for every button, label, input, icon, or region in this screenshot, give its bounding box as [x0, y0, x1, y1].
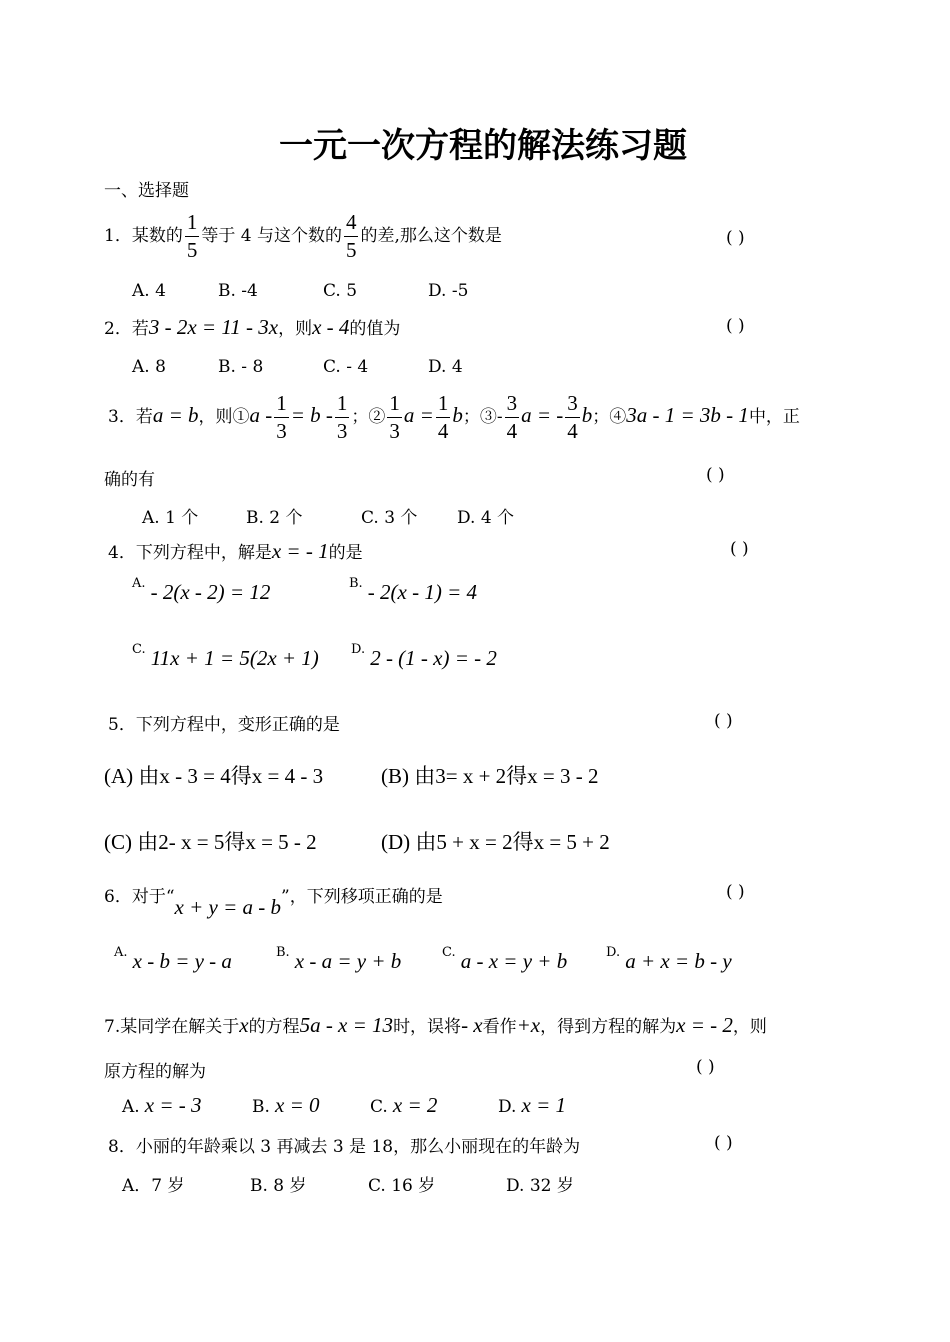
- q6-equation: x + y = a - b: [174, 895, 281, 919]
- q3-eq1-left: a -: [249, 403, 273, 427]
- q2-answer-blank[interactable]: ( ): [726, 316, 745, 336]
- q7-equation-d: x = 1: [521, 1093, 567, 1117]
- q6-equation-b: x - a = y + b: [294, 949, 402, 973]
- q8-option-c: C. 16 岁: [368, 1176, 436, 1196]
- q3-condition: a = b: [152, 403, 199, 427]
- q2-option-a: A. 8: [132, 357, 166, 377]
- q7-text-6: ，则: [732, 1017, 767, 1037]
- q3-frac-6: $\frac{3}{4}$: [567, 391, 578, 443]
- q3-option-a: A. 1 个: [142, 508, 199, 528]
- q4-option-b: [349, 576, 477, 605]
- q3-frac-3: $\frac{1}{3}$: [389, 391, 400, 443]
- q7-text-1: 7.某同学在解关于: [104, 1017, 240, 1037]
- question-7: [104, 1012, 767, 1038]
- q8-option-d: D. 32 岁: [506, 1176, 574, 1196]
- q6-equation-a: x - b = y - a: [132, 949, 232, 973]
- q4-label-b: B.: [349, 576, 363, 591]
- q4-label-a: A.: [132, 576, 146, 591]
- q3-option-b: B. 2 个: [246, 508, 303, 528]
- q3-number: 3．若: [108, 407, 153, 427]
- q6-option-c: [442, 945, 568, 974]
- q3-text-5: 中，正: [748, 407, 800, 427]
- q4-option-d: [351, 642, 497, 671]
- q6-label-d: D.: [606, 945, 621, 960]
- q3-text-4: ；④: [592, 407, 627, 427]
- q6-option-d: [606, 945, 732, 974]
- q5-option-d: (D) 由5 + x = 2得x = 5 + 2: [381, 830, 610, 854]
- q2-text-mid: ，则: [278, 319, 313, 339]
- q8-option-b: B. 8 岁: [250, 1176, 307, 1196]
- q6-label-b: B.: [276, 945, 290, 960]
- question-2: [104, 314, 400, 340]
- q6-label-c: C.: [442, 945, 456, 960]
- question-5: 5．下列方程中，变形正确的是: [108, 715, 340, 735]
- q3-frac-5: $\frac{3}{4}$: [506, 391, 518, 443]
- q3-eq4: 3a - 1 = 3b - 1: [626, 403, 749, 427]
- q3-text-1: ，则①: [198, 407, 250, 427]
- q7-text-3: 时，误将: [393, 1017, 462, 1037]
- question-6: [104, 882, 443, 919]
- q3-eq3-a: a = -: [521, 403, 564, 427]
- q2-text-tail: 的值为: [349, 319, 401, 339]
- q3-text-2: ；②: [351, 407, 386, 427]
- q4-option-a: [132, 576, 271, 605]
- q7-answer-blank[interactable]: ( ): [696, 1057, 715, 1077]
- q7-option-b: [252, 1093, 320, 1118]
- q3-frac-4: $\frac{1}{4}$: [437, 391, 449, 443]
- q4-option-c: [132, 642, 319, 671]
- q1-option-b: B. -4: [218, 281, 258, 301]
- q3-option-c: C. 3 个: [361, 508, 418, 528]
- q2-equation: 3 - 2x = 11 - 3x: [148, 315, 279, 339]
- q7-label-d: D.: [498, 1097, 517, 1117]
- q7-label-c: C.: [370, 1097, 388, 1117]
- q1-option-c: C. 5: [323, 281, 358, 301]
- q7-line-2: 原方程的解为: [104, 1062, 206, 1082]
- q6-text-tail: ”，下列移项正确的是: [281, 887, 443, 907]
- q3-frac-2: $\frac{1}{3}$: [336, 391, 348, 443]
- q2-option-d: D. 4: [428, 357, 463, 377]
- q1-option-d: D. -5: [428, 281, 469, 301]
- q7-equation: 5a - x = 13: [299, 1013, 394, 1037]
- q4-equation-b: - 2(x - 1) = 4: [367, 580, 477, 604]
- q7-text-4: 看作: [482, 1017, 517, 1037]
- q8-answer-blank[interactable]: ( ): [714, 1133, 733, 1153]
- q7-minus-x: - x: [461, 1013, 483, 1037]
- q3-answer-blank[interactable]: ( ): [706, 465, 725, 485]
- section-heading: 一、选择题: [104, 181, 189, 201]
- q3-eq2-a: a =: [403, 403, 434, 427]
- q5-option-c: (C) 由2- x = 5得x = 5 - 2: [104, 830, 317, 854]
- q4-label-c: C.: [132, 642, 146, 657]
- q1-fraction-2: $\frac{4}{5}$: [345, 210, 357, 262]
- q7-label-b: B.: [252, 1097, 270, 1117]
- q7-var: x: [239, 1013, 249, 1037]
- q3-eq1-right: = b -: [290, 403, 333, 427]
- q6-equation-c: a - x = y + b: [460, 949, 568, 973]
- q6-equation-d: a + x = b - y: [625, 949, 732, 973]
- q7-label-a: A.: [122, 1097, 140, 1117]
- question-1: [104, 212, 502, 261]
- q6-answer-blank[interactable]: ( ): [726, 882, 745, 902]
- q8-option-a: A．7 岁: [122, 1176, 185, 1196]
- q1-text-2: 等于 4 与这个数的: [201, 226, 342, 246]
- q5-option-a: (A) 由x - 3 = 4得x = 4 - 3: [104, 764, 324, 788]
- q3-eq3-b: b: [581, 403, 593, 427]
- page-title: 一元一次方程的解法练习题: [279, 126, 687, 166]
- q3-line-2: 确的有: [104, 470, 155, 490]
- q2-option-b: B. - 8: [218, 357, 264, 377]
- q2-option-c: C. - 4: [323, 357, 369, 377]
- q4-solution: x = - 1: [271, 539, 329, 563]
- q4-answer-blank[interactable]: ( ): [730, 539, 749, 559]
- q2-expression: x - 4: [312, 315, 350, 339]
- q6-option-a: [114, 945, 232, 974]
- q6-option-b: [276, 945, 402, 974]
- q7-equation-b: x = 0: [275, 1093, 320, 1117]
- q5-option-b: (B) 由3= x + 2得x = 3 - 2: [381, 764, 599, 788]
- question-8: 8．小丽的年龄乘以 3 再减去 3 是 18，那么小丽现在的年龄为: [108, 1137, 581, 1157]
- q1-option-a: A. 4: [132, 281, 166, 301]
- q3-frac-1: $\frac{1}{3}$: [276, 391, 287, 443]
- q1-text-1: 某数的: [131, 226, 183, 246]
- q7-plus-x: +x: [516, 1013, 541, 1037]
- q4-text-tail: 的是: [328, 543, 363, 563]
- q1-number: 1．: [104, 226, 132, 246]
- q1-fraction-1: $\frac{1}{5}$: [186, 210, 198, 262]
- q3-option-d: D. 4 个: [457, 508, 515, 528]
- question-3: [108, 393, 800, 442]
- q3-eq2-b: b: [452, 403, 463, 427]
- q4-equation-a: - 2(x - 2) = 12: [150, 580, 271, 604]
- q7-option-d: [498, 1093, 566, 1118]
- q7-equation-c: x = 2: [392, 1093, 438, 1117]
- q2-number: 2．若: [104, 319, 149, 339]
- q3-text-3: ；③-: [462, 407, 503, 427]
- q4-label-d: D.: [351, 642, 366, 657]
- q1-answer-blank[interactable]: ( ): [726, 228, 745, 248]
- q7-text-2: 的方程: [248, 1017, 300, 1037]
- question-4: [108, 538, 363, 564]
- q7-option-c: [370, 1093, 437, 1118]
- q1-text-3: 的差,那么这个数是: [360, 226, 502, 246]
- q6-label-a: A.: [114, 945, 128, 960]
- q5-answer-blank[interactable]: ( ): [714, 711, 733, 731]
- q4-equation-d: 2 - (1 - x) = - 2: [370, 646, 497, 670]
- q4-text: 4．下列方程中，解是: [108, 543, 272, 563]
- q4-equation-c: 11x + 1 = 5(2x + 1): [150, 646, 319, 670]
- q7-option-a: [122, 1093, 202, 1118]
- q7-equation-a: x = - 3: [144, 1093, 202, 1117]
- q6-text: 6．对于“: [104, 887, 175, 907]
- q7-text-5: ，得到方程的解为: [540, 1017, 677, 1037]
- q7-wrong-solution: x = - 2: [676, 1013, 733, 1037]
